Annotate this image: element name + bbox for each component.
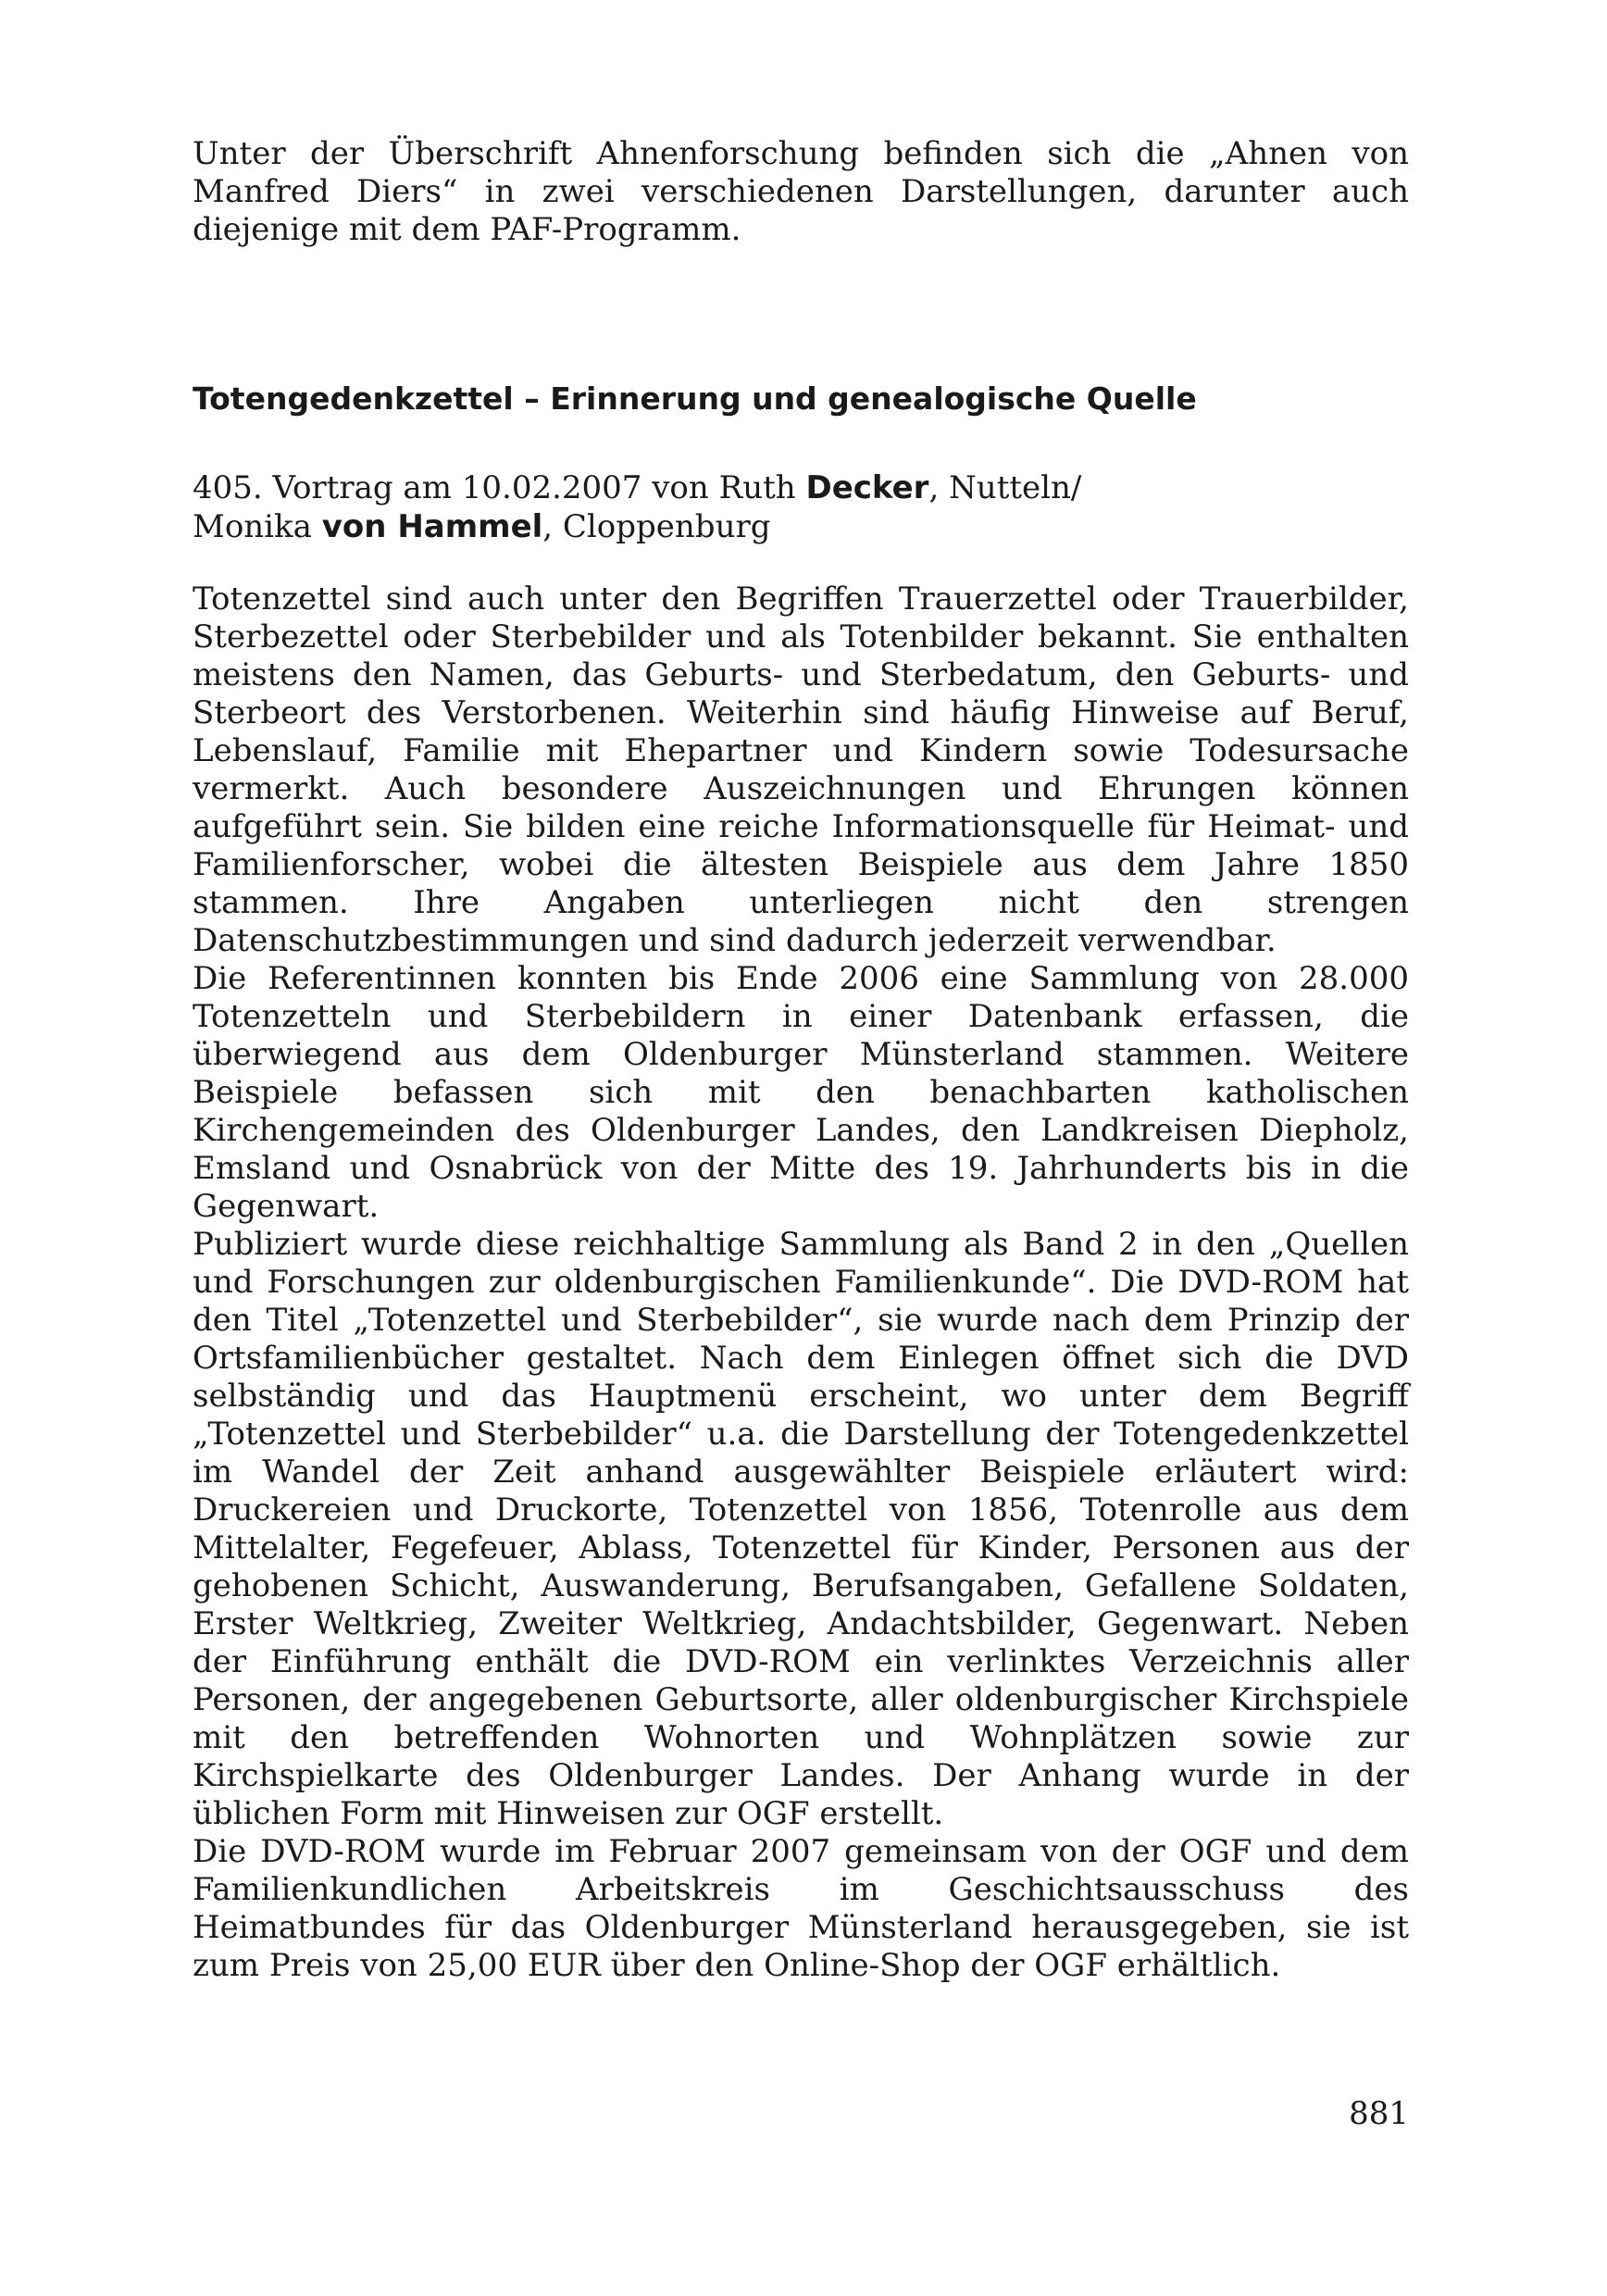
speaker1-surname: Decker xyxy=(805,469,929,506)
body-paragraph-2: Die Referentinnen konnten bis Ende 2006 eine Sammlung von 28.000 Totenzetteln und Sterbebildern in einer Datenbank erfassen, die überwiegend aus dem Oldenburger Münsterland stammen. Weitere Beispiele befassen sich mit den benachbarten katholischen Kirchengemeinden des Oldenburger Landes, den Landkreisen Diepholz, Emsland und Osnabrück von der Mitte des 19. Jahrhunderts bis in die Gegenwart. xyxy=(193,960,1409,1225)
speaker1-place: , Nutteln/ xyxy=(928,469,1082,506)
section-heading: Totengedenkzettel – Erinnerung und genealogische Quelle xyxy=(193,381,1197,417)
speaker2-firstname: Monika xyxy=(193,508,322,545)
speaker2-place: , Cloppenburg xyxy=(542,508,771,545)
speaker2-surname: von Hammel xyxy=(321,508,543,545)
body-paragraph-3: Publiziert wurde diese reichhaltige Sammlung als Band 2 in den „Quellen und Forschungen zur oldenburgischen Familienkunde“. Die DVD-ROM hat den Titel „Totenzettel und Sterbebilder“, sie wurde nach dem Prinzip der Ortsfamilienbücher gestaltet. Nach dem Einlegen öffnet sich die DVD selbständig und das Hauptmenü erscheint, wo unter dem Begriff „Totenzettel und Sterbebilder“ u.a. die Darstellung der Totengedenkzettel im Wandel der Zeit anhand ausgewählter Beispiele erläutert wird: Druckereien und Druckorte, Totenzettel von 1856, Totenrolle aus dem Mittelalter, Fegefeuer, Ablass, Totenzettel für Kinder, Personen aus der gehobenen Schicht, Auswanderung, Berufsangaben, Gefallene Soldaten, Erster Weltkrieg, Zweiter Weltkrieg, Andachtsbilder, Gegenwart. Neben der Einführung enthält die DVD-ROM ein verlinktes Verzeichnis aller Personen, der angegebenen Geburtsorte, aller oldenburgischer Kirchspiele mit den betreffenden Wohnorten und Wohnplätzen sowie zur Kirchspielkarte des Oldenburger Landes. Der Anhang wurde in der üblichen Form mit Hinweisen zur OGF erstellt. xyxy=(193,1226,1409,1832)
body-paragraph-4: Die DVD-ROM wurde im Februar 2007 gemeinsam von der OGF und dem Familienkundlichen Arbeitskreis im Geschichtsausschuss des Heimatbundes für das Oldenburger Münsterland herausgegeben, sie ist zum Preis von 25,00 EUR über den Online-Shop der OGF erhältlich. xyxy=(193,1833,1409,1984)
intro-paragraph: Unter der Überschrift Ahnenforschung befinden sich die „Ahnen von Manfred Diers“ in zwei verschiedenen Darstellungen, darunter auch diejenige mit dem PAF-Programm. xyxy=(193,135,1409,248)
talk-info xyxy=(193,468,1409,546)
section-body xyxy=(193,580,1409,1985)
body-paragraph-1: Totenzettel sind auch unter den Begriffen Trauerzettel oder Trauerbilder, Sterbezettel oder Sterbebilder und als Totenbilder bekannt. Sie enthalten meistens den Namen, das Geburts- und Sterbedatum, den Geburts- und Sterbeort des Verstorbenen. Weiterhin sind häufig Hinweise auf Beruf, Lebenslauf, Familie mit Ehepartner und Kindern sowie Todesursache vermerkt. Auch besondere Auszeichnungen und Ehrungen können aufgeführt sein. Sie bilden eine reiche Informationsquelle für Heimat- und Familienforscher, wobei die ältesten Beispiele aus dem Jahre 1850 stammen. Ihre Angaben unterliegen nicht den strengen Datenschutzbestimmungen und sind dadurch jederzeit verwendbar. xyxy=(193,580,1409,959)
talk-prefix: 405. Vortrag am 10.02.2007 von Ruth xyxy=(193,469,806,506)
page-number: 881 xyxy=(1349,2095,1409,2132)
